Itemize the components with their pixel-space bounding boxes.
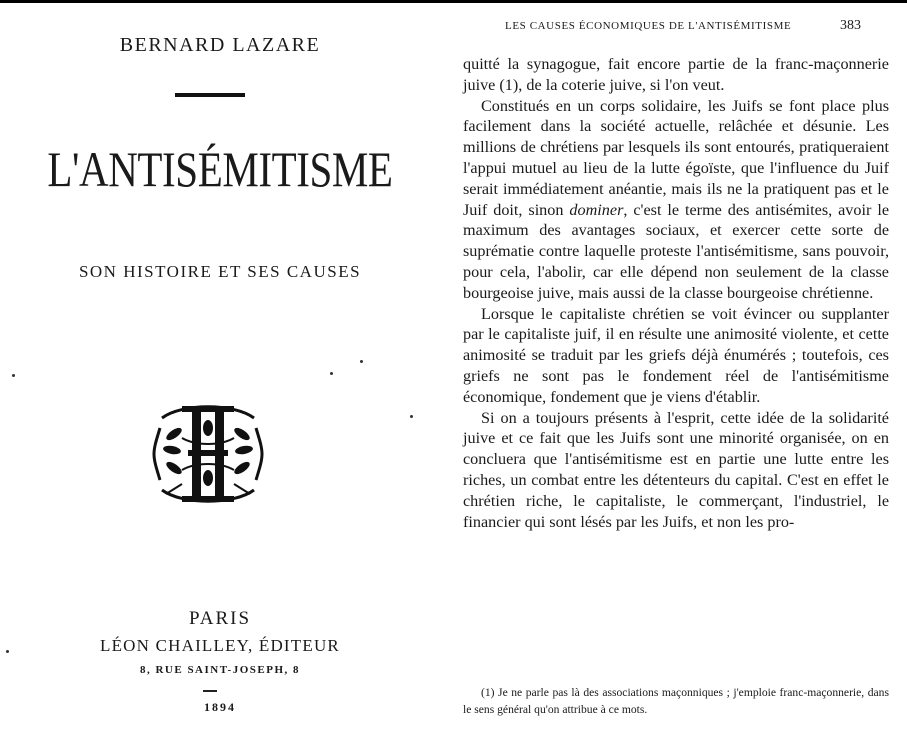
running-head: LES CAUSES ÉCONOMIQUES DE L'ANTISÉMITISME xyxy=(505,20,792,32)
book-title: L'ANTISÉMITISME xyxy=(47,141,393,197)
scan-speck xyxy=(410,415,413,418)
paragraph-text: Constitués en un corps solidaire, les Juifs se font place plus facilement dans la société actuelle, relâchée et désunie. Les millions de chrétiens par lesquels ils sont entourés, pratiqueraient l'appui mutuel au lieu de la lutte égoïste, que l'influence du Juif serait immédiatement anéantie, mais ils ne la pratiquent pas et le Juif doit, sinon xyxy=(463,96,889,219)
publisher-name: LÉON CHAILLEY, ÉDITEUR xyxy=(100,636,340,655)
body-text xyxy=(463,54,889,532)
footnote-text: (1) Je ne parle pas là des associations maçonniques ; j'emploie franc-maçonnerie, dans le sens général qu'on attribue à ce mots. xyxy=(463,686,889,716)
text-page xyxy=(455,0,907,731)
scan-speck xyxy=(6,650,9,653)
author-name: BERNARD LAZARE xyxy=(119,34,321,56)
italic-word: dominer xyxy=(569,200,624,219)
scan-speck xyxy=(12,374,15,377)
paragraph: quitté la synagogue, fait encore partie de la franc-maçonnerie juive (1), de la coterie juive, si l'on veut. xyxy=(463,55,889,94)
publication-year: 1894 xyxy=(204,700,236,714)
scan-speck xyxy=(360,360,363,363)
paragraph xyxy=(463,96,889,304)
scan-speck xyxy=(330,372,333,375)
paragraph-text: , c'est le terme des antisémites, avoir le maximum des avantages sociaux, et exercer cette sorte de suprématie contre laquelle proteste l'antisémitisme, sans pouvoir, pour cela, l'abolir, car elle dépend non seulement de la classe bourgeoise juive, mais aussi de la classe bourgeoise chrétienne. xyxy=(463,200,890,302)
publisher-address: 8, RUE SAINT-JOSEPH, 8 xyxy=(139,664,301,676)
footnote xyxy=(463,684,889,718)
year-divider-rule xyxy=(203,690,217,692)
page-number: 383 xyxy=(840,18,861,33)
publication-city: PARIS xyxy=(188,608,252,629)
publisher-monogram-emblem xyxy=(152,398,264,510)
book-subtitle: SON HISTOIRE ET SES CAUSES xyxy=(78,262,362,281)
title-page xyxy=(0,0,440,731)
title-divider-rule xyxy=(175,93,245,97)
paragraph: Lorsque le capitaliste chrétien se voit évincer ou supplanter par le capitaliste juif, il en résulte une animosité violente, et cette animosité se traduit par les griefs déjà énumérés ; toutefois, ces griefs ne sont pas le fondement réel de l'antisémitisme économique, fondement que je viens d'établir. xyxy=(463,304,889,406)
paragraph: Si on a toujours présents à l'esprit, cette idée de la solidarité juive et ce fait que les Juifs sont une minorité organisée, on en concluera que l'antisémitisme est en partie une lutte entre les riches, un combat entre les détenteurs du capital. C'est en effet le chrétien riche, le capitaliste, le commerçant, l'industriel, le financier qui sont lésés par les Juifs, et non les pro- xyxy=(463,408,889,531)
